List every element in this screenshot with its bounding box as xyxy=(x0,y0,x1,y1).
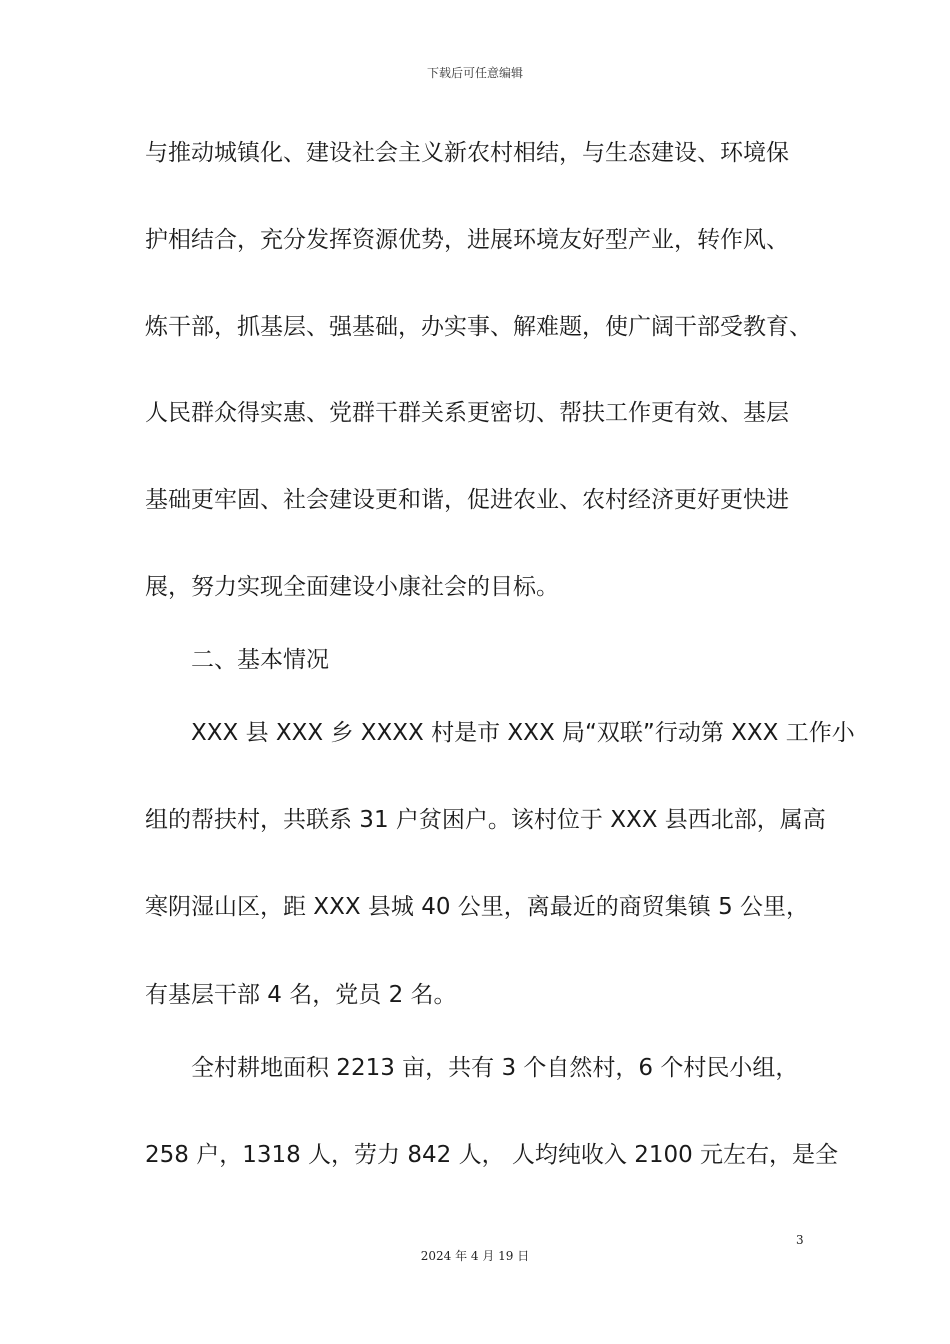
page-header: 下载后可任意编辑 xyxy=(426,66,523,80)
body-line-8: XXX 县 XXX 乡 XXXX 村是市 XXX 局“双联”行动第 XXX 工作小 xyxy=(191,720,855,746)
body-line-9: 组的帮扶村，共联系 31 户贫困户。该村位于 XXX 县西北部，属高 xyxy=(145,807,826,833)
section-heading: 二、基本情况 xyxy=(191,647,329,673)
body-line-2: 护相结合，充分发挥资源优势，进展环境友好型产业，转作风、 xyxy=(145,227,789,253)
page-number: 3 xyxy=(796,1233,804,1247)
body-line-1: 与推动城镇化、建设社会主义新农村相结，与生态建设、环境保 xyxy=(145,140,789,166)
footer-date: 2024 年 4 月 19 日 xyxy=(420,1249,530,1263)
body-line-3: 炼干部，抓基层、强基础，办实事、解难题，使广阔干部受教育、 xyxy=(145,314,812,340)
body-line-11: 有基层干部 4 名，党员 2 名。 xyxy=(145,982,457,1008)
body-line-5: 基础更牢固、社会建设更和谐，促进农业、农村经济更好更快进 xyxy=(145,487,789,513)
body-line-10: 寒阴湿山区，距 XXX 县城 40 公里，离最近的商贸集镇 5 公里， xyxy=(145,894,810,920)
body-line-12: 全村耕地面积 2213 亩，共有 3 个自然村，6 个村民小组， xyxy=(191,1055,799,1081)
body-line-13: 258 户，1318 人，劳力 842 人， 人均纯收入 2100 元左右，是全 xyxy=(145,1142,839,1168)
body-line-6: 展，努力实现全面建设小康社会的目标。 xyxy=(145,574,559,600)
body-line-4: 人民群众得实惠、党群干群关系更密切、帮扶工作更有效、基层 xyxy=(145,400,789,426)
